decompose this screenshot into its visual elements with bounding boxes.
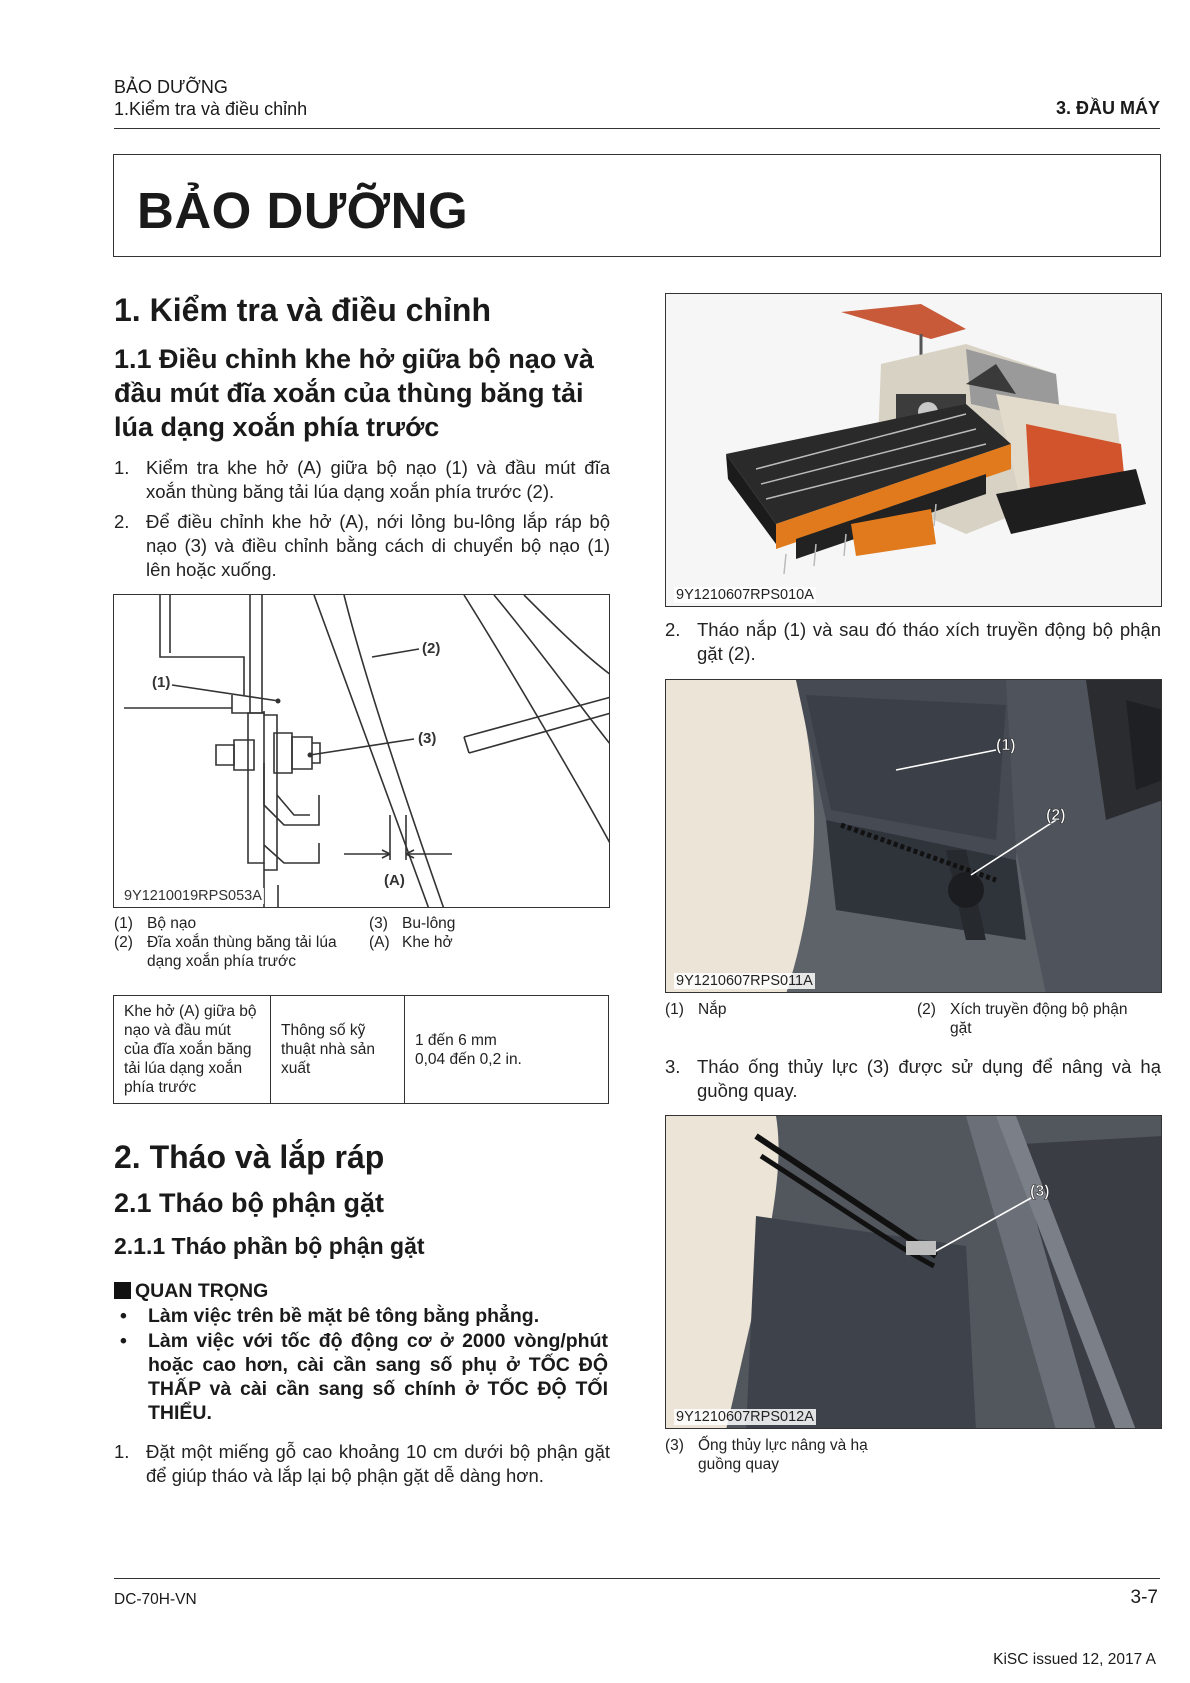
step-number: 3. <box>665 1056 681 1077</box>
legend-key: (1) <box>114 915 133 932</box>
callout-2: (2) <box>422 640 441 657</box>
important-marker-icon <box>114 1282 131 1299</box>
step-text: Kiểm tra khe hở (A) giữa bộ nạo (1) và đầu mút đĩa xoắn thùng băng tải lúa dạng xoắn phía trước (2). <box>146 457 610 502</box>
step-text: Tháo nắp (1) và sau đó tháo xích truyền động bộ phận gặt (2). <box>697 619 1161 664</box>
issue-note: KiSC issued 12, 2017 A <box>993 1651 1156 1668</box>
chapter-title: BẢO DƯỠNG <box>137 182 469 239</box>
footer-divider <box>114 1578 1160 1579</box>
spec-value <box>405 996 609 1104</box>
spec-value-mm: 1 đến 6 mm <box>415 1031 497 1049</box>
figure-code: 9Y1210019RPS053A <box>124 888 262 904</box>
list-item <box>114 1440 610 1488</box>
important-heading <box>114 1280 268 1303</box>
section-2-steps <box>114 1440 610 1494</box>
right-step-2 <box>665 618 1161 672</box>
figure-code: 9Y1210607RPS012A <box>676 1409 814 1425</box>
legend-value: Nắp <box>698 1001 727 1018</box>
harvester-photo-illustration <box>666 294 1162 607</box>
header-chapter: BẢO DƯỠNG <box>114 77 228 97</box>
bullet-text: Làm việc trên bề mặt bê tông bằng phẳng. <box>148 1305 540 1327</box>
step-text: Để điều chỉnh khe hở (A), nới lỏng bu-lông lắp ráp bộ nạo (3) và điều chỉnh bằng cách di chuyển bộ nạo (1) lên hoặc xuống. <box>146 511 610 580</box>
running-header <box>114 76 307 120</box>
figure-code: 9Y1210607RPS010A <box>676 587 814 603</box>
list-item <box>665 618 1161 666</box>
legend-value: Xích truyền động bộ phận gặt <box>950 1001 1128 1037</box>
header-divider <box>114 128 1160 129</box>
photo3-legend <box>665 1436 925 1476</box>
header-section: 1.Kiểm tra và điều chỉnh <box>114 99 308 119</box>
page-number: 3-7 <box>1130 1587 1158 1608</box>
spec-value-in: 0,04 đến 0,2 in. <box>415 1050 522 1068</box>
callout-3: (3) <box>418 730 437 747</box>
legend-value: Bu-lông <box>402 915 456 932</box>
spec-type: Thông số kỹ thuật nhà sản xuất <box>271 996 405 1104</box>
step-number: 1. <box>114 1441 130 1462</box>
clearance-diagram-drawing <box>114 595 610 908</box>
spec-table <box>113 995 609 1104</box>
section-1-heading: 1. Kiểm tra và điều chỉnh <box>114 292 491 328</box>
right-step-3 <box>665 1055 1161 1109</box>
section-2-1-1-heading: 2.1.1 Tháo phần bộ phận gặt <box>114 1233 425 1259</box>
table-row <box>114 996 609 1104</box>
callout-1: (1) <box>996 737 1016 754</box>
section-1-steps <box>114 456 610 588</box>
cover-chain-photo-illustration <box>666 680 1162 993</box>
step-number: 1. <box>114 457 130 478</box>
legend-key: (3) <box>369 915 388 932</box>
section-1-1-heading: 1.1 Điều chỉnh khe hở giữa bộ nạo và đầu mút đĩa xoắn của thùng băng tải lúa dạng xoắn phía trước <box>114 344 594 442</box>
important-list <box>114 1304 608 1426</box>
hydraulic-hose-photo-illustration <box>666 1116 1162 1429</box>
photo2-legend <box>665 1000 1161 1040</box>
bullet-text: Làm việc với tốc độ động cơ ở 2000 vòng/phút hoặc cao hơn, cài cần sang số phụ ở TỐC ĐỘ THẤP và cài cần sang số chính ở TỐC ĐỘ TỐI THIỂU. <box>148 1330 608 1424</box>
callout-A: (A) <box>384 872 405 889</box>
hydraulic-hose-photo <box>665 1115 1162 1429</box>
section-2-heading: 2. Tháo và lắp ráp <box>114 1139 385 1175</box>
callout-2: (2) <box>1046 807 1066 824</box>
step-number: 2. <box>114 511 130 532</box>
list-item <box>114 510 610 582</box>
legend-key: (3) <box>665 1437 684 1454</box>
legend-value: Ống thủy lực nâng và hạ guồng quay <box>698 1437 868 1473</box>
legend-key: (1) <box>665 1001 684 1018</box>
document-code: DC-70H-VN <box>114 1591 197 1608</box>
legend-key: (2) <box>114 934 133 951</box>
legend-value: Khe hở <box>402 934 453 951</box>
harvester-photo <box>665 293 1162 607</box>
list-item <box>665 1055 1161 1103</box>
callout-1: (1) <box>152 674 171 691</box>
spec-item: Khe hở (A) giữa bộ nạo và đầu mút của đĩa xoắn băng tải lúa dạng xoắn phía trước <box>114 996 271 1104</box>
callout-3: (3) <box>1030 1183 1050 1200</box>
clearance-diagram <box>113 594 610 908</box>
legend-value: Bộ nạo <box>147 915 197 932</box>
legend-key: (A) <box>369 934 390 951</box>
list-item <box>114 1304 608 1328</box>
diagram-legend <box>114 914 610 974</box>
bullet-icon: • <box>120 1330 127 1352</box>
bullet-icon: • <box>120 1305 127 1327</box>
list-item <box>114 456 610 504</box>
step-text: Đặt một miếng gỗ cao khoảng 10 cm dưới bộ phận gặt để giúp tháo và lắp lại bộ phận gặt dễ dàng hơn. <box>146 1441 610 1486</box>
legend-key: (2) <box>917 1001 936 1018</box>
header-chapter-tag: 3. ĐẦU MÁY <box>1055 98 1160 118</box>
step-text: Tháo ống thủy lực (3) được sử dụng để nâng và hạ guồng quay. <box>697 1056 1161 1101</box>
cover-chain-photo <box>665 679 1162 993</box>
chapter-title-box <box>113 154 1161 257</box>
section-2-1-heading: 2.1 Tháo bộ phận gặt <box>114 1188 385 1218</box>
step-number: 2. <box>665 619 681 640</box>
important-label: QUAN TRỌNG <box>135 1280 269 1302</box>
list-item <box>114 1329 608 1425</box>
figure-code: 9Y1210607RPS011A <box>676 973 813 989</box>
legend-value: Đĩa xoắn thùng băng tải lúa dạng xoắn phía trước <box>147 934 337 970</box>
